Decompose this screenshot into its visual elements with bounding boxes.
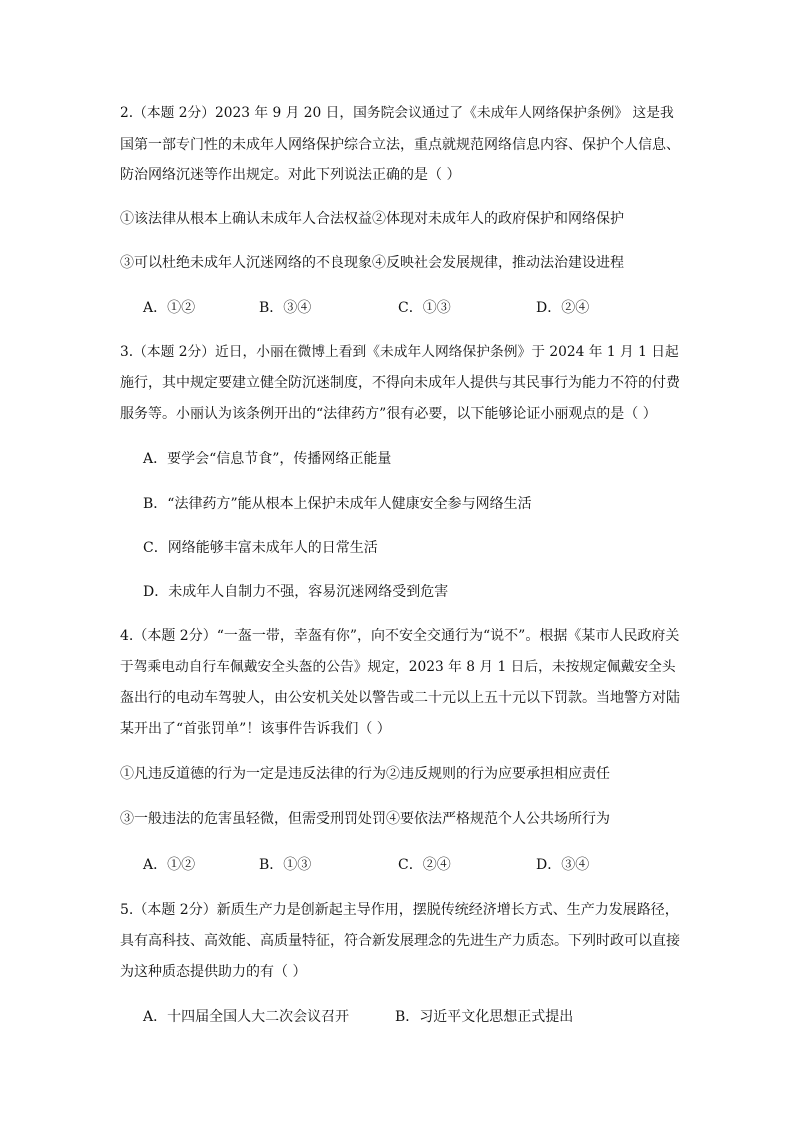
q4-statement-1: ①凡违反道德的行为一定是违反法律的行为②违反规则的行为应要承担相应责任 bbox=[120, 766, 610, 782]
q2-option-a[interactable]: A．①② bbox=[143, 300, 196, 316]
q4-stem-line-2: 于驾乘电动自行车佩戴安全头盔的公告》规定，2023 年 8 月 1 日后，未按规定佩戴安全头 bbox=[120, 659, 676, 675]
q3-stem-line-2: 施行，其中规定要建立健全防沉迷制度，不得向未成年人提供与其民事行为能力不符的付费 bbox=[120, 375, 680, 391]
q2-option-d[interactable]: D．②④ bbox=[536, 300, 590, 316]
q3-option-d[interactable]: D．未成年人自制力不强，容易沉迷网络受到危害 bbox=[143, 584, 449, 600]
q4-stem-line-3: 盔出行的电动车驾驶人，由公安机关处以警告或二十元以上五十元以下罚款。当地警方对陆 bbox=[120, 690, 680, 706]
q2-statement-1: ①该法律从根本上确认未成年人合法权益②体现对未成年人的政府保护和网络保护 bbox=[120, 211, 624, 227]
q4-option-c[interactable]: C．②④ bbox=[398, 857, 451, 873]
q5-stem-line-1: 5.（本题 2分）新质生产力是创新起主导作用，摆脱传统经济增长方式、生产力发展路径， bbox=[120, 902, 679, 918]
q3-option-a[interactable]: A．要学会“信息节食”，传播网络正能量 bbox=[143, 451, 392, 467]
q4-stem-line-1: 4.（本题 2分）“一盔一带，幸盔有你”，向不安全交通行为“说不”。根据《某市人民政府关 bbox=[120, 628, 680, 644]
q5-stem-line-2: 具有高科技、高效能、高质量特征，符合新发展理念的先进生产力质态。下列时政可以直接 bbox=[120, 933, 680, 949]
q2-option-b[interactable]: B．③④ bbox=[259, 300, 312, 316]
q4-statement-2: ③一般违法的危害虽轻微，但需受刑罚处罚④要依法严格规范个人公共场所行为 bbox=[120, 811, 610, 827]
q3-option-b[interactable]: B．“法律药方”能从根本上保护未成年人健康安全参与网络生活 bbox=[143, 496, 532, 512]
q2-option-c[interactable]: C．①③ bbox=[398, 300, 451, 316]
q4-option-d[interactable]: D．③④ bbox=[536, 857, 590, 873]
q4-option-a[interactable]: A．①② bbox=[143, 857, 196, 873]
q2-stem-line-2: 国第一部专门性的未成年人网络保护综合立法，重点就规范网络信息内容、保护个人信息、 bbox=[120, 137, 680, 153]
q4-stem-line-4: 某开出了“首张罚单”！该事件告诉我们（ ） bbox=[120, 721, 391, 737]
q2-stem-line-1: 2.（本题 2分）2023 年 9 月 20 日，国务院会议通过了《未成年人网络保护条例》 这是我 bbox=[120, 105, 674, 121]
q2-statement-2: ③可以杜绝未成年人沉迷网络的不良现象④反映社会发展规律，推动法治建设进程 bbox=[120, 255, 624, 271]
q4-option-b[interactable]: B．①③ bbox=[259, 857, 312, 873]
q3-option-c[interactable]: C．网络能够丰富未成年人的日常生活 bbox=[143, 540, 378, 556]
q5-option-a[interactable]: A．十四届全国人大二次会议召开 bbox=[143, 1009, 350, 1025]
q5-option-b[interactable]: B．习近平文化思想正式提出 bbox=[395, 1009, 574, 1025]
q3-stem-line-3: 服务等。小丽认为该条例开出的“法律药方”很有必要，以下能够论证小丽观点的是（ ） bbox=[120, 406, 657, 422]
q3-stem-line-1: 3.（本题 2分）近日，小丽在微博上看到《未成年人网络保护条例》于 2024 年 1 月 1 日起 bbox=[120, 344, 679, 360]
q5-stem-line-3: 为这种质态提供助力的有（ ） bbox=[120, 964, 307, 980]
q2-stem-line-3: 防治网络沉迷等作出规定。对此下列说法正确的是（ ） bbox=[120, 167, 461, 183]
